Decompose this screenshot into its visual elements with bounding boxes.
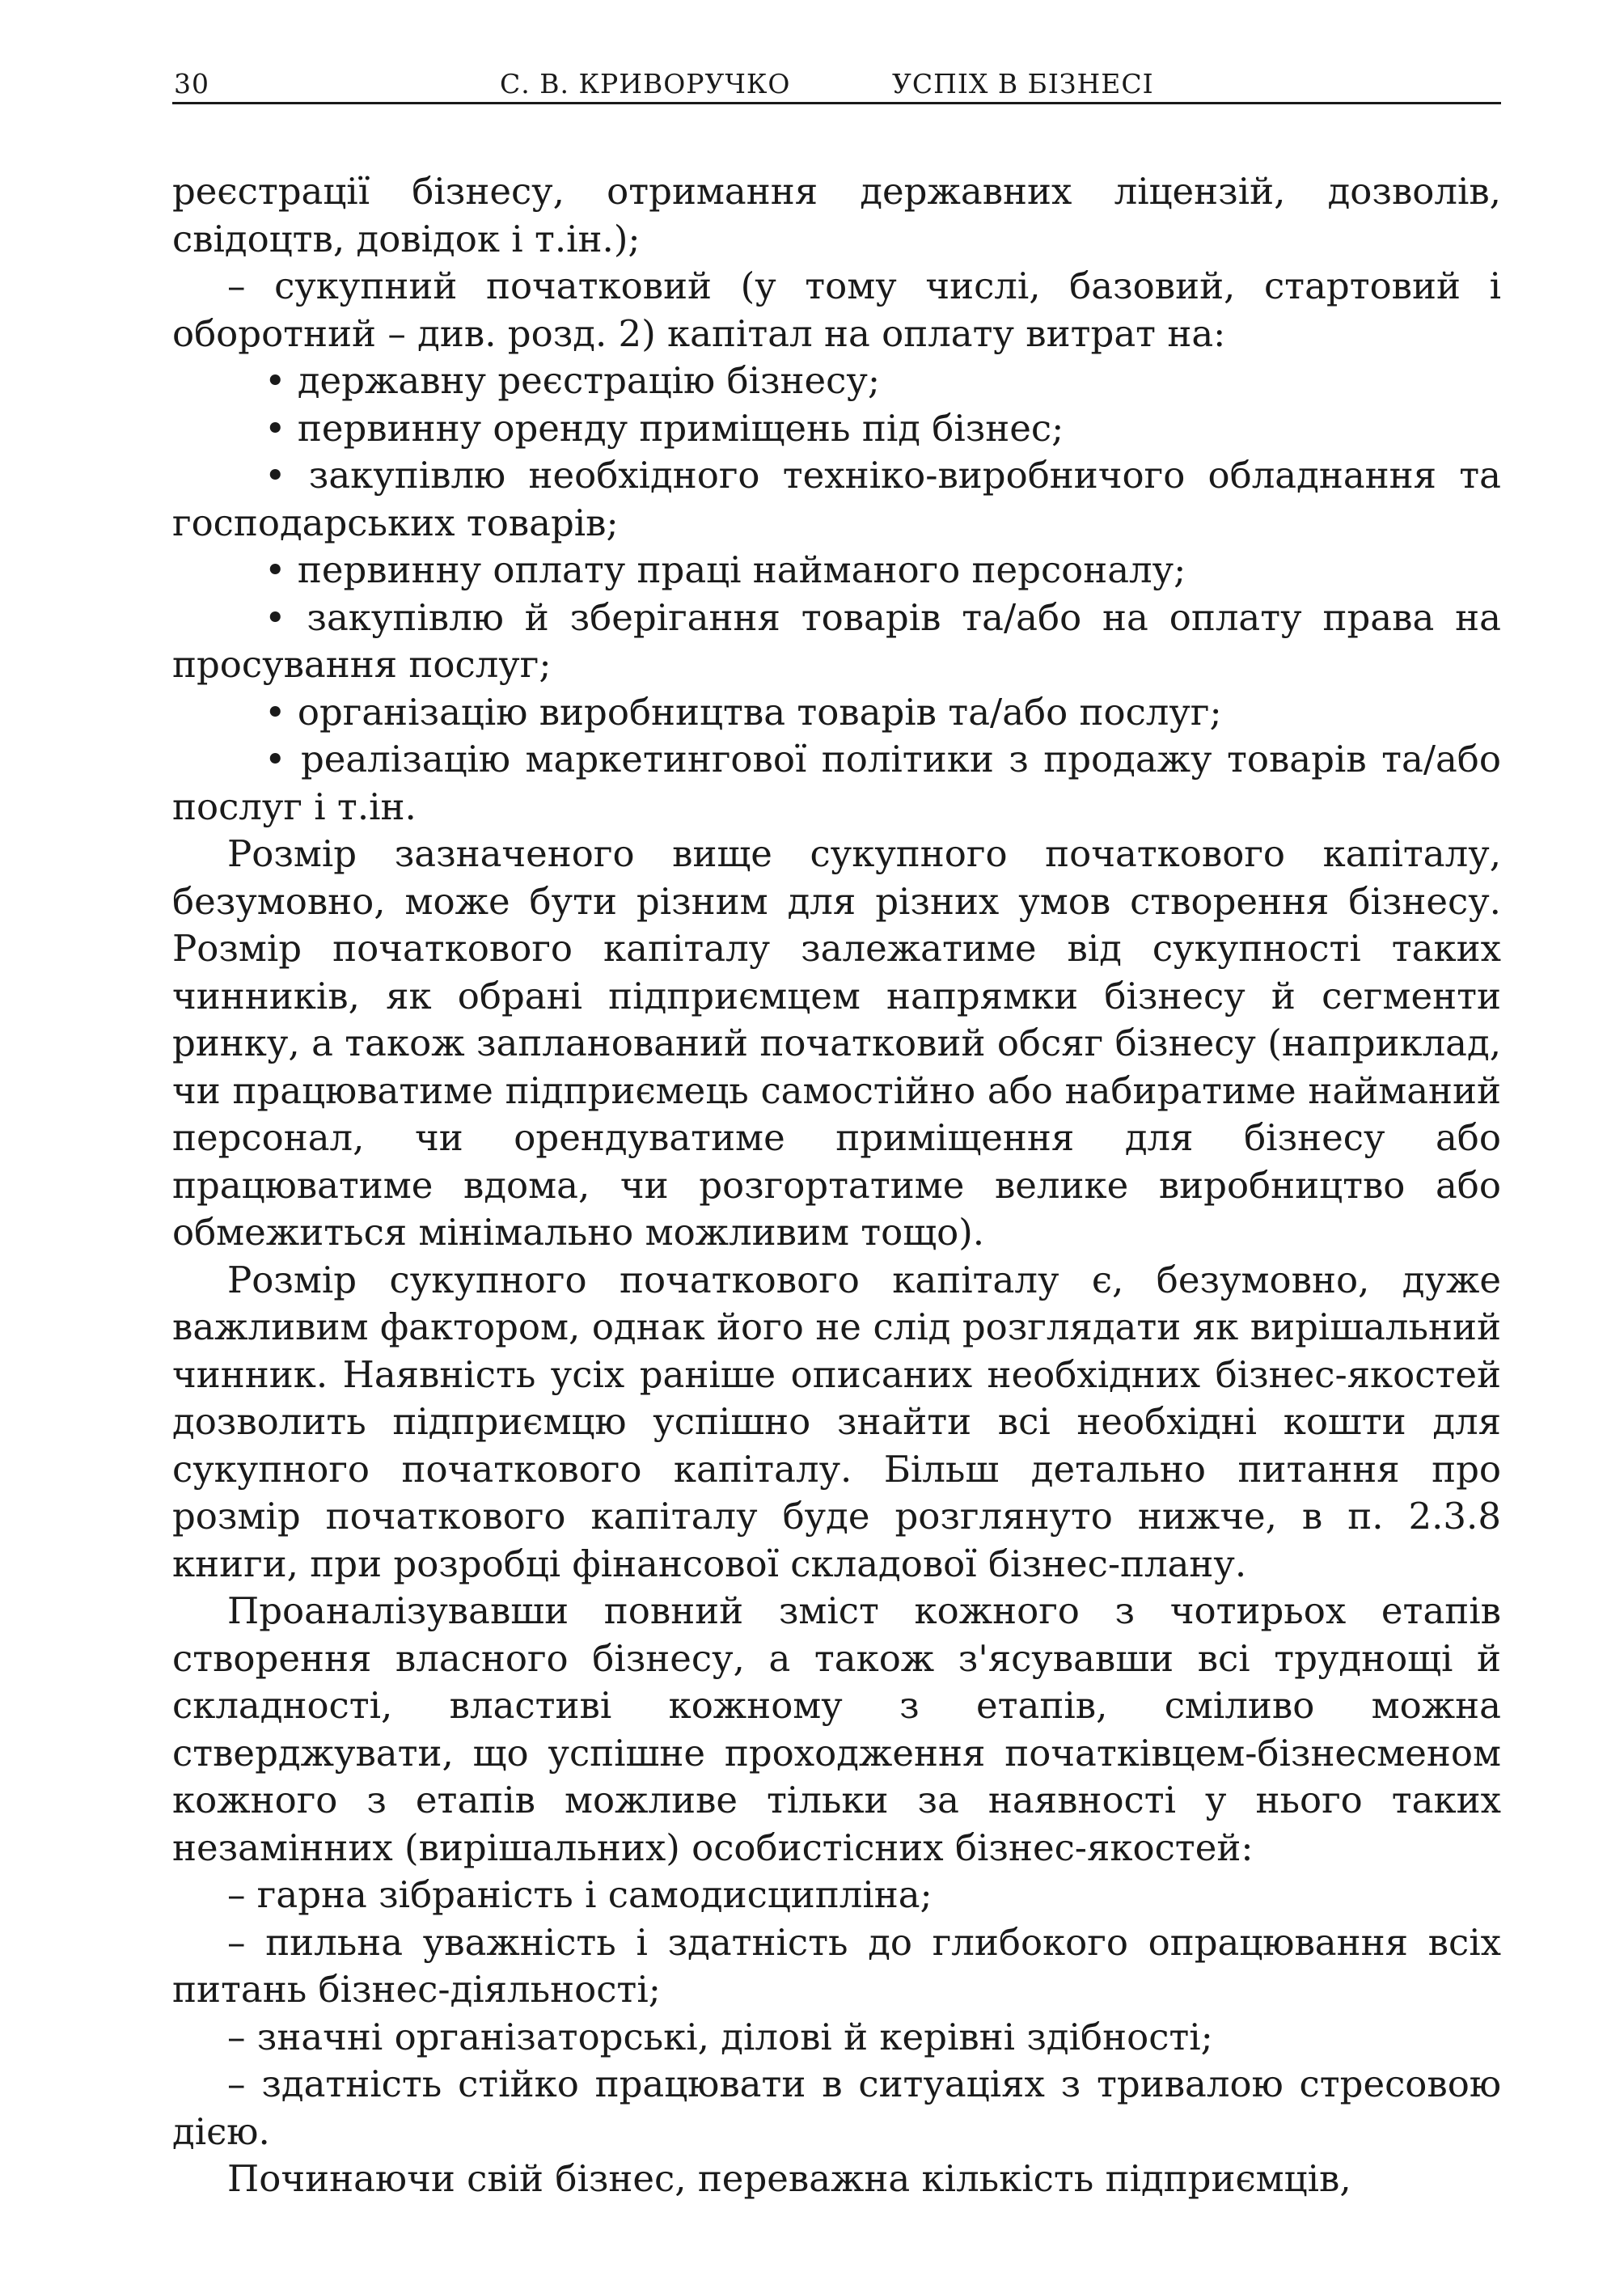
dash-list-item: – сукупний початковий (у тому числі, базовий, стартовий і оборотний – див. розд. 2) капітал на оплату витрат на: bbox=[172, 264, 1501, 355]
paragraph: Проаналізувавши повний зміст кожного з чотирьох етапів створення власного бізнесу, а також з'ясувавши всі труднощі й складності, властиві кожному з етапів, сміливо можна стверджувати, що успішне проходження початківцем-бізнесменом кожного з етапів можливе тільки за наявності у нього таких незамінних (вирішальних) особистісних бізнес-якостей: bbox=[172, 1589, 1501, 1869]
dash-list-item: – здатність стійко працювати в ситуаціях з тривалою стресовою дією. bbox=[172, 2062, 1501, 2153]
bullet-list-item: • реалізацію маркетингової політики з продажу товарів та/або послуг і т.ін. bbox=[172, 738, 1501, 828]
bullet-list-item: • закупівлю й зберігання товарів та/або на оплату права на просування послуг; bbox=[172, 595, 1501, 686]
header-book-title: УСПІХ В БІЗНЕСІ bbox=[892, 68, 1154, 99]
paragraph: Розмір сукупного початкового капіталу є, безумовно, дуже важливим фактором, однак його не слід розглядати як вирішальний чинник. Наявність усіх раніше описаних необхідних бізнес-якостей дозволить підприємцю успішно знайти всі необхідні кошти для сукупного початкового капіталу. Більш детально питання про розмір початкового капіталу буде розглянуто нижче, в п. 2.3.8 книги, при розробці фінансової складової бізнес-плану. bbox=[172, 1258, 1501, 1585]
bullet-list-item: • первинну оплату праці найманого персоналу; bbox=[264, 548, 1186, 591]
bullet-list-item: • організацію виробництва товарів та/або послуг; bbox=[264, 690, 1222, 734]
dash-list-item: – пильна уважність і здатність до глибокого опрацювання всіх питань бізнес-діяльності; bbox=[172, 1920, 1501, 2011]
bullet-list-item: • первинну оренду приміщень під бізнес; bbox=[264, 406, 1064, 450]
paragraph: Розмір зазначеного вище сукупного початкового капіталу, безумовно, може бути різним для різних умов створення бізнесу. Розмір початкового капіталу залежатиме від сукупності таких чинників, як обрані підприємцем напрямки бізнесу й сегменти ринку, а також запланований початковий обсяг бізнесу (наприклад, чи працюватиме підприємець самостійно або набиратиме найманий персонал, чи орендуватиме приміщення для бізнесу або працюватиме вдома, чи розгортатиме велике виробництво або обмежиться мінімально можливим тощо). bbox=[172, 832, 1501, 1254]
dash-list-item: – значні організаторські, ділові й керівні здібності; bbox=[227, 2015, 1213, 2058]
running-header bbox=[172, 65, 1501, 104]
bullet-list-item: • закупівлю необхідного техніко-виробничого обладнання та господарських товарів; bbox=[172, 454, 1501, 544]
paragraph: Починаючи свій бізнес, переважна кількість підприємців, bbox=[227, 2157, 1351, 2200]
page-number: 30 bbox=[174, 68, 209, 99]
header-author: С. В. КРИВОРУЧКО bbox=[500, 68, 791, 99]
page-body bbox=[172, 168, 1501, 2203]
dash-list-item: – гарна зібраність і самодисципліна; bbox=[227, 1873, 933, 1916]
paragraph: реєстрації бізнесу, отримання державних ліцензій, дозволів, свідоцтв, довідок і т.ін.); bbox=[172, 170, 1501, 260]
bullet-list-item: • державну реєстрацію бізнесу; bbox=[264, 359, 881, 402]
